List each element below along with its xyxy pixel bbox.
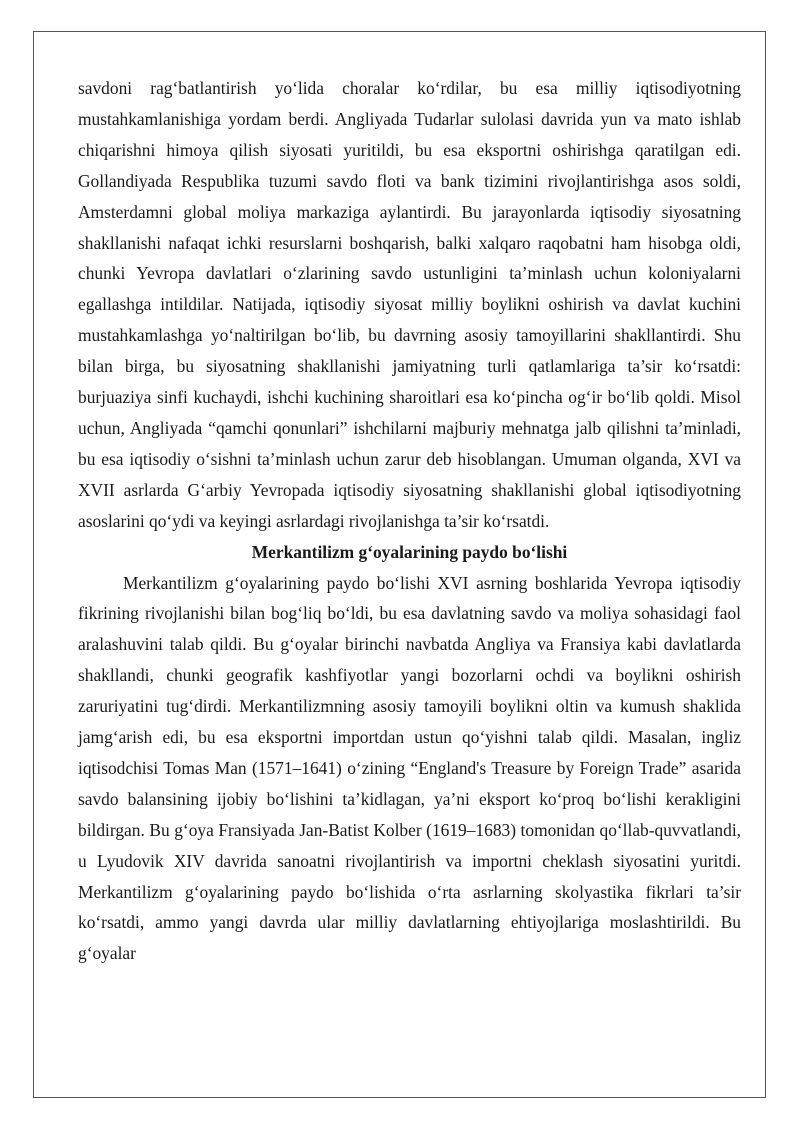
body-paragraph: savdoni rag‘batlantirish yo‘lida choralar ko‘rdilar, bu esa milliy iqtisodiyotning mustahkamlanishiga yordam berdi. Angliyada Tudarlar sulolasi davrida yun va mato ishlab chiqarishni himoya qilish siyosati yuritildi, bu esa eksportni oshirishga qaratilgan edi. Gollandiyada Respublika tuzumi savdo floti va bank tizimini rivojlantirishga asos soldi, Amsterdamni global moliya markaziga aylantirdi. Bu jarayonlarda iqtisodiy siyosatning shakllanishi nafaqat ichki resurslarni boshqarish, balki xalqaro raqobatni ham hisobga oldi, chunki Yevropa davlatlari o‘zlarining savdo ustunligini ta’minlash uchun koloniyalarni egallashga intildilar. Natijada, iqtisodiy siyosat milliy boylikni oshirish va davlat kuchini mustahkamlashga yo‘naltirilgan bo‘lib, bu davrning asosiy tamoyillarini shakllantirdi. Shu bilan birga, bu siyosatning shakllanishi jamiyatning turli qatlamlariga ta’sir ko‘rsatdi: burjuaziya sinfi kuchaydi, ishchi kuchining sharoitlari esa ko‘pincha og‘ir bo‘lib qoldi. Misol uchun, Angliyada “qamchi qonunlari” ishchilarni majburiy mehnatga jalb qilishni ta’minladi, bu esa iqtisodiy o‘sishni ta’minlash uchun zarur deb hisoblangan. Umuman olganda, XVI va XVII asrlarda G‘arbiy Yevropada iqtisodiy siyosatning shakllanishi global iqtisodiyotning asoslarini qo‘ydi va keyingi asrlardagi rivojlanishga ta’sir ko‘rsatdi. <box>78 78 741 531</box>
body-paragraph: Merkantilizm g‘oyalarining paydo bo‘lishi XVI asrning boshlarida Yevropa iqtisodiy fikrining rivojlanishi bilan bog‘liq bo‘ldi, bu esa davlatning savdo va moliya sohasidagi faol aralashuvini talab qildi. Bu g‘oyalar birinchi navbatda Angliya va Fransiya kabi davlatlarda shakllandi, chunki geografik kashfiyotlar yangi bozorlarni ochdi va boylikni oshirish zaruriyatini tug‘dirdi. Merkantilizmning asosiy tamoyili boylikni oltin va kumush shaklida jamg‘arish edi, bu esa eksportni importdan ustun qo‘yishni talab qildi. Masalan, ingliz iqtisodchisi Tomas Man (1571–1641) o‘zining “England's Treasure by Foreign Trade” asarida savdo balansining ijobiy bo‘lishini ta’kidlagan, ya’ni eksport ko‘proq bo‘lishi kerakligini bildirgan. Bu g‘oya Fransiyada Jan-Batist Kolber (1619–1683) tomonidan qo‘llab-quvvatlandi, u Lyudovik XIV davrida sanoatni rivojlantirish va importni cheklash siyosatini yuritdi. Merkantilizm g‘oyalarining paydo bo‘lishida o‘rta asrlarning skolyastika fikrlari ta’sir ko‘rsatdi, ammo yangi davrda ular milliy davlatlarning ehtiyojlariga moslashtirildi. Bu g‘oyalar <box>78 572 741 964</box>
section-heading: Merkantilizm g‘oyalarining paydo bo‘lishi <box>251 541 568 562</box>
document-body <box>78 73 741 969</box>
